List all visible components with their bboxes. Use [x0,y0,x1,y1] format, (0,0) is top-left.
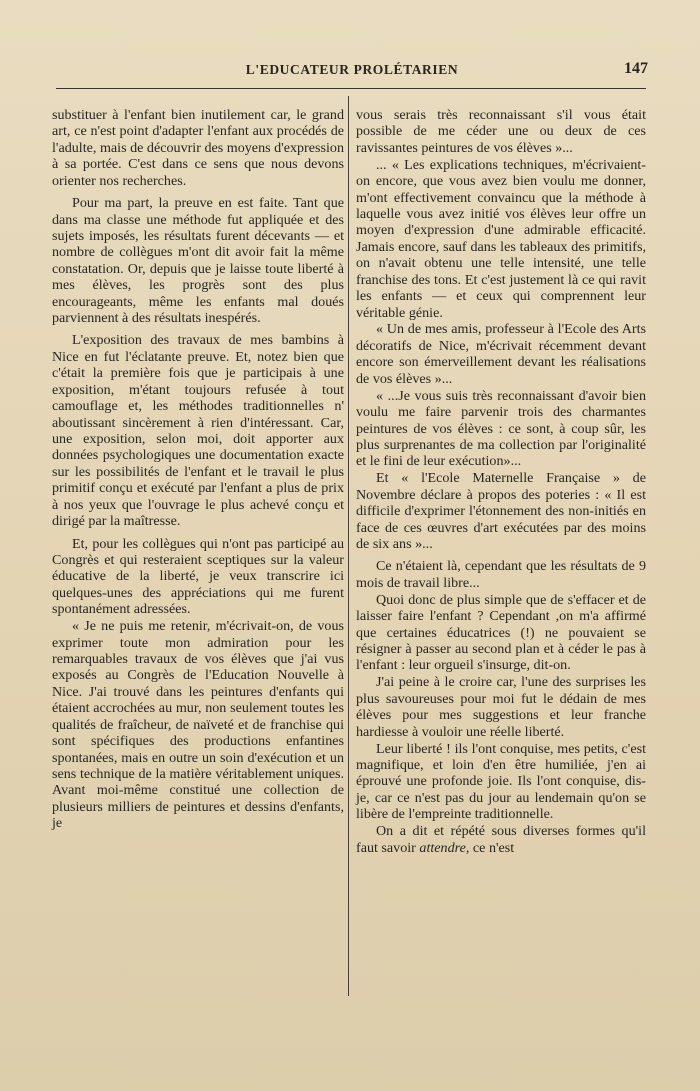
paragraph-final [356,823,646,856]
emphasis: attendre, [419,839,470,856]
right-column [356,107,646,856]
paragraph: Pour ma part, la preuve en est faite. Tant que dans ma classe une méthode fut appliquée et des sujets imposés, les résultats furent décevants — et nombre de collègues m'ont dit avoir fait la même constatation. Or, depuis que je laisse toute liberté à mes élèves, les progrès sont des plus encourageants, même les enfants mal doués parviennent à des résultats inespérés. [52,195,344,327]
header-rule [56,88,646,89]
paragraph: Et « l'Ecole Maternelle Française » de Novembre déclare à propos des poteries : « Il est difficile d'exprimer l'étonnement des non-initiés en face de ces œuvres d'art exécutées par des moins de six ans »... [356,470,646,552]
paragraph: Ce n'étaient là, cependant que les résultats de 9 mois de travail libre... [356,558,646,591]
paragraph: L'exposition des travaux de mes bambins à Nice en fut l'éclatante preuve. Et, notez bien que c'était la première fois que je participais à une exposition, m'étant toujours refusée à tout camouflage et, les méthodes traditionnelles n' aboutissant sincèrement à rien d'intéressant. Car, une exposition, selon moi, doit apporter aux données psychologiques une documentation exacte sur les possibilités de l'enfant et le travail le plus primitif conçu et exécuté par l'enfant a plus de prix à nos yeux que l'ouvrage le plus achevé conçu et dirigé par la maîtresse. [52,332,344,530]
running-title: L'EDUCATEUR PROLÉTARIEN [245,62,459,77]
column-divider [348,96,349,996]
paragraph: Quoi donc de plus simple que de s'effacer et de laisser faire l'enfant ? Cependant ,on m'a affirmé que certaines éducatrices (!) ne pouvaient se résigner à passer au second plan et à céder le pas à l'enfant : leur orgueil s'insurge, dit-on. [356,591,646,674]
page-number: 147 [624,60,648,77]
paragraph: « Je ne puis me retenir, m'écrivait-on, de vous exprimer toute mon admiration pour les remarquables travaux de vos élèves que j'ai vus exposés au Congrès de l'Education Nouvelle à Nice. J'ai trouvé dans les peintures d'enfants qui étaient accrochées au mur, non seulement toutes les qualités de fraîcheur, de naïveté et de franchise qui sont spécifiques des productions enfantines spontanées, mais en outre un soin d'exécution et un sens technique de la matière véritablement uniques. Avant moi-même constitué une collection de plusieurs milliers de peintures et dessins d'enfants, je [52,618,344,832]
paragraph: « ...Je vous suis très reconnaissant d'avoir bien voulu me faire parvenir trois des charmantes peintures de vos élèves : ce sont, à coup sûr, les plus surprenantes de ma collection par l'originalité et le fini de leur exécution»... [356,387,646,470]
paragraph: J'ai peine à le croire car, l'une des surprises les plus savoureuses pour moi fut le dédain de mes élèves pour mes suggestions et leur franche hardiesse à vouloir une réelle liberté. [356,674,646,740]
left-column [52,107,344,832]
text-run: On a dit et répété sous diverses formes qu'il faut savoir [356,823,646,856]
page-header [56,60,648,82]
paragraph: « Un de mes amis, professeur à l'Ecole des Arts décoratifs de Nice, m'écrivait récemment devant encore son émerveillement devant les réalisations de vos élèves »... [356,321,646,387]
paragraph: Et, pour les collègues qui n'ont pas participé au Congrès et qui resteraient sceptiques sur la valeur éducative de la liberté, je veux transcrire ici quelques-unes des appréciations qui me furent spontanément adressées. [52,535,344,618]
paragraph: vous serais très reconnaissant s'il vous était possible de me céder une ou deux de ces ravissantes peintures de vos élèves »... [356,107,646,156]
paragraph: ... « Les explications techniques, m'écrivaient-on encore, que vous avez bien voulu me donner, m'ont effectivement convaincu que la méthode à laquelle vous avez initié vos élèves leur offre un moyen d'expression d'une admirable efficacité. Jamais encore, sauf dans les tableaux des primitifs, on n'avait obtenu une telle intensité, une telle franchise des tons. Et c'est justement là ce qui ravit les enfants — et ceux qui comprennent leur véritable génie. [356,156,646,321]
text-run: ce n'est [472,839,515,856]
paragraph: Leur liberté ! ils l'ont conquise, mes petits, c'est magnifique, et loin d'en être humiliée, j'en ai éprouvé une profonde joie. Ils l'ont conquise, dis-je, car ce n'est pas du jour au lendemain qu'on se libère de l'empreinte traditionnelle. [356,740,646,823]
paragraph: substituer à l'enfant bien inutilement car, le grand art, ce n'est point d'adapter l'enfant aux procédés de l'adulte, mais de découvrir des moyens d'expression à sa portée. C'est dans ce sens que nous devons orienter nos recherches. [52,107,344,189]
